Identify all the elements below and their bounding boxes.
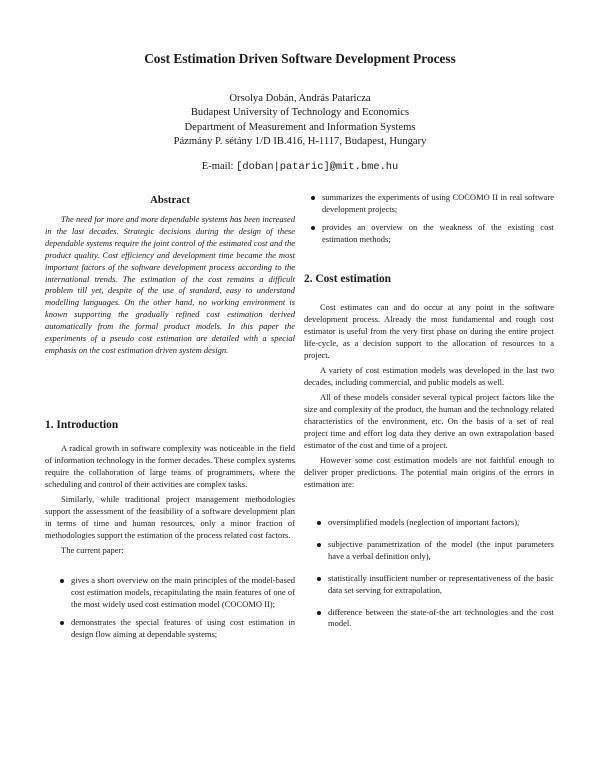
- author-block: [0, 92, 600, 149]
- email-label: E-mail:: [201, 161, 234, 172]
- abstract-heading: Abstract: [150, 194, 190, 206]
- author-names: Orsolya Dobán, András Pataricza: [229, 93, 371, 104]
- list-item: provides an overview on the weakness of the existing cost estimation methods;: [308, 222, 554, 246]
- bullet-icon: [60, 621, 64, 625]
- bullet-icon: [317, 611, 321, 615]
- abstract-body: [45, 214, 295, 357]
- error-origins-list: [314, 517, 554, 630]
- cost-paragraph-3: All of these models consider several typical project factors like the size and complexity of the product, the human and the technology related characteristics of the environment, etc. On the basis of a set of real project time and effort log data they derive an own extrapolation based estimator of the cost and time of a project.: [304, 391, 554, 450]
- cost-paragraph-2: A variety of cost estimation models was developed in the last two decades, including commercial, and public models as well.: [304, 364, 554, 387]
- list-item: summarizes the experiments of using COCOMO II in real software development projects;: [308, 192, 554, 216]
- bullet-icon: [311, 226, 315, 230]
- intro-bullet-list: [57, 575, 295, 641]
- list-item: statistically insufficient number or representativeness of the basic data set serving for extrapolation,: [314, 573, 554, 597]
- author-university: Budapest University of Technology and Economics: [190, 107, 410, 119]
- cost-estimation-heading: 2. Cost estimation: [304, 273, 392, 285]
- email-address[interactable]: [doban|pataric]@mit.bme.hu: [236, 161, 399, 173]
- list-item: difference between the state-of-the art technologies and the cost model.: [314, 607, 554, 631]
- introduction-heading: 1. Introduction: [45, 419, 119, 431]
- list-item: gives a short overview on the main principles of the model-based cost estimation models, recapitulating the main features of one of the most widely used cost estimation model (COCOMO II);: [57, 575, 295, 611]
- list-item: subjective parametrization of the model (the input parameters have a verbal definition only),: [314, 539, 554, 563]
- bullet-icon: [311, 196, 315, 200]
- intro-paragraph-3: The current paper:: [61, 544, 124, 555]
- list-item: oversimplified models (neglection of important factors),: [314, 517, 554, 529]
- paper-title: Cost Estimation Driven Software Development Process: [144, 51, 456, 66]
- cost-paragraph-1: Cost estimates can and do occur at any point in the software development process. Already the most fundamental and rough cost estimator is useful from the very first phase on during the entire project life-cycle, as a decision support to the allocation of resources to a project.: [304, 302, 554, 360]
- intro-paragraph-1: A radical growth in software complexity was noticeable in the field of information technology in the former decades. These complex systems require the collaboration of large teams of programmers, where the scheduling and control of their activities are complex tasks.: [45, 443, 295, 489]
- author-email: [0, 161, 600, 173]
- author-address: Pázmány P. sétány 1/D IB.416, H-1117, Budapest, Hungary: [173, 135, 427, 147]
- bullet-icon: [60, 579, 64, 583]
- list-item: demonstrates the special features of using cost estimation in design flow aiming at dependable systems;: [57, 617, 295, 641]
- author-department: Department of Measurement and Information Systems: [184, 121, 416, 133]
- intro-paragraph-2: Similarly, while traditional project management methodologies support the assessment of the feasibility of a software development plan in terms of time and human resources, only a minor fraction of methodologies support the estimation of the process related cost factors.: [45, 493, 295, 540]
- cost-paragraph-4: However some cost estimation models are not faithful enough to deliver proper predictions. The potential main origins of the errors in estimation are:: [304, 454, 554, 489]
- bullet-icon: [317, 543, 321, 547]
- abstract-text: The need for more and more dependable systems has been increased in the last decades. Strategic decisions during the design of these dependable systems require the joint control of the estimated cost and the product quality. Cost efficiency and development time became the most important factors of the software development process according to the international trends. The estimation of the cost remains a difficult problem till yet, despite of the use of standard, easy to understand modelling languages. On the other hand, no working environment is known supporting the gradually refined cost estimation derived automatically from the formal product models. In this paper the experiments of a pseudo cost estimation are detailed with a special emphasis on the cost estimation driven system design.: [45, 214, 295, 355]
- bullet-icon: [317, 521, 321, 525]
- bullet-icon: [317, 577, 321, 581]
- cost-estimation-body: [304, 302, 554, 490]
- intro-bullet-list-continued: [308, 192, 554, 246]
- introduction-body: [45, 443, 295, 557]
